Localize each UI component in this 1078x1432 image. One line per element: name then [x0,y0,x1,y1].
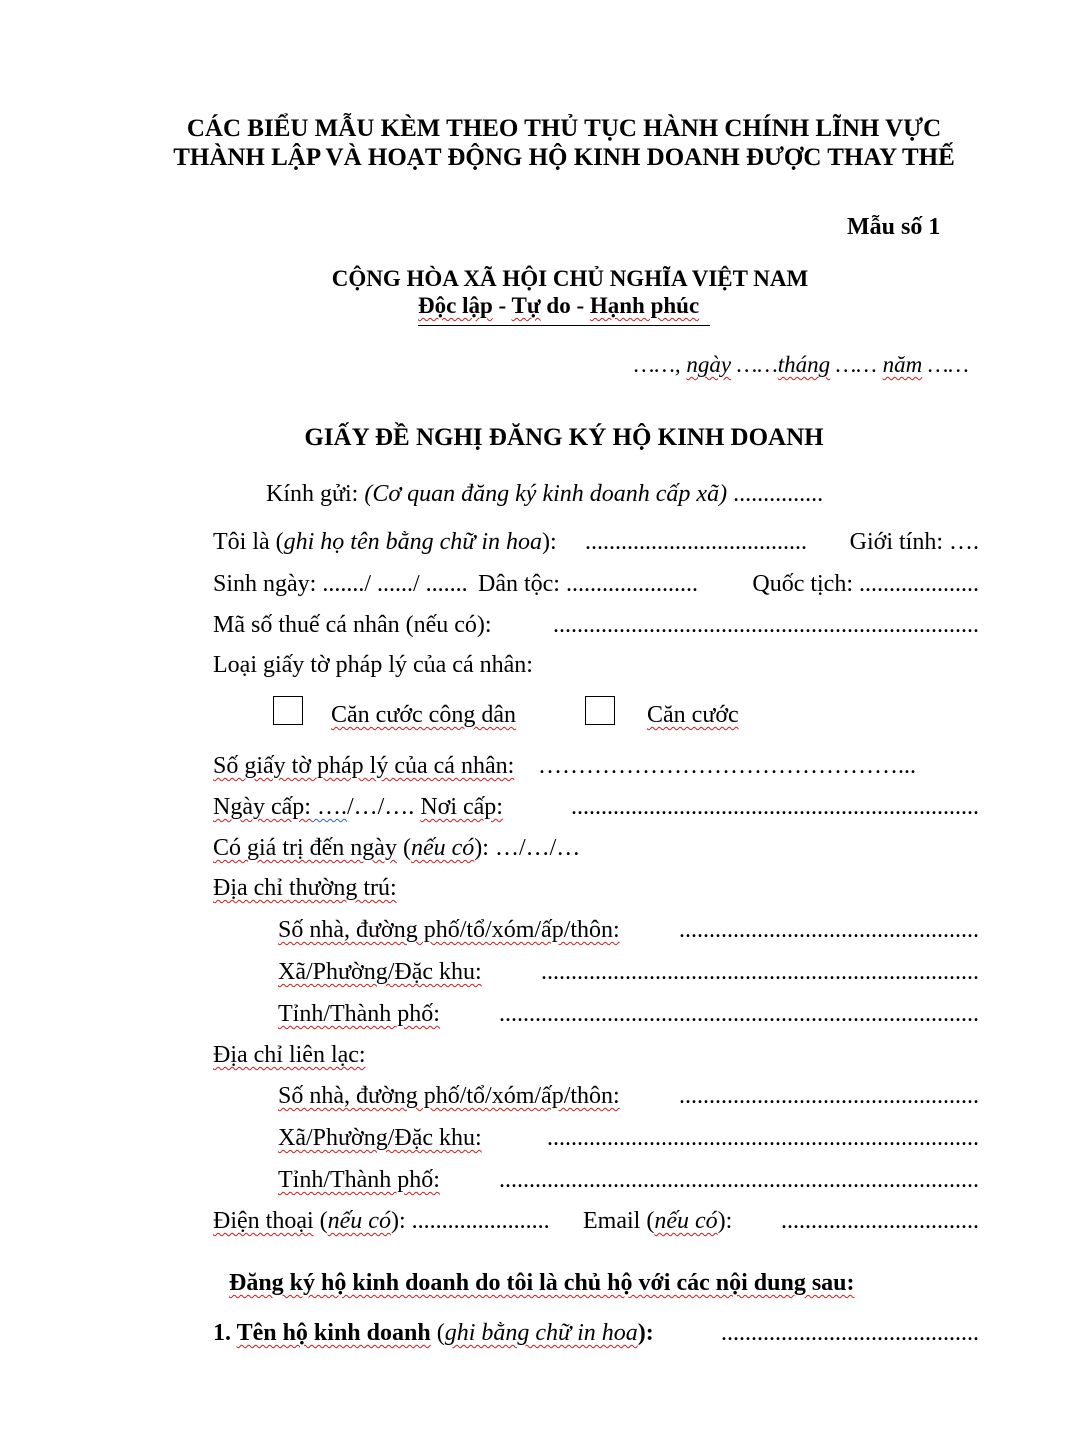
contact-ward-dots: ........................................................................ [547,1125,979,1151]
checkbox-citizen-id[interactable] [273,696,303,725]
contact-province-line [278,1166,979,1194]
checkbox-id-card[interactable] [585,696,615,725]
doc-number-label: Số giấy tờ pháp lý của cá nhân: [213,753,515,779]
perm-street-dots: .................................................. [679,917,979,943]
date-day-dots: …… [731,352,778,377]
date-place: ……, [634,352,687,377]
phone-field: Điện thoại (nếu có): ....................... [213,1208,550,1234]
perm-province-label: Tỉnh/Thành phố: [278,1001,440,1027]
motto-independence: Độc lập [418,293,493,318]
contact-ward-line [278,1124,979,1152]
document-title: GIẤY ĐỀ NGHỊ ĐĂNG KÝ HỘ KINH DOANH [304,424,824,451]
perm-province-dots: ................................................................................ [499,1001,979,1027]
recipient-line [266,480,823,508]
doc-number-dots: ………………………………………... [538,753,916,779]
recipient-dots: ............... [727,481,824,507]
contact-address-label: Địa chỉ liên lạc: [213,1042,366,1068]
date-year-label: năm [882,352,923,377]
recipient-agency: (Cơ quan đăng ký kinh doanh cấp xã) [364,481,728,507]
perm-province-line [278,1000,979,1028]
header-title-line-1: CÁC BIỂU MẪU KÈM THEO THỦ TỤC HÀNH CHÍNH LĨNH VỰC [186,115,942,142]
form-number: Mẫu số 1 [847,214,941,240]
email-field: Email (nếu có): [583,1208,733,1234]
valid-until-line: Có giá trị đến ngày (nếu có): …/…/… [213,835,581,861]
tax-line [213,611,979,639]
motto-freedom: Tự [511,293,541,318]
perm-ward-line [278,958,979,986]
date-month-label: tháng [777,352,831,377]
gender-label: Giới tính: …. [849,529,979,555]
valid-until-date: ): …/…/… [474,835,581,861]
issue-line [213,793,979,821]
motto-happiness: Hạnh phúc [589,293,700,318]
national-name: CỘNG HÒA XÃ HỘI CHỦ NGHĨA VIỆT NAM [331,266,809,291]
contact-street-label: Số nhà, đường phố/tổ/xóm/ấp/thôn: [278,1083,620,1109]
date-month-dots: …… [830,352,883,377]
valid-until-label: Có giá trị đến ngày [213,835,397,861]
item-1-line [213,1319,979,1347]
item-1-label: 1. Tên hộ kinh doanh (ghi bằng chữ in hoa): [213,1320,654,1346]
permanent-address-label: Địa chỉ thường trú: [213,875,397,901]
motto-rule [418,325,710,326]
doc-type-label: Loại giấy tờ pháp lý của cá nhân: [213,652,533,678]
motto-separator: - [492,293,512,318]
contact-province-dots: ................................................................................ [499,1167,979,1193]
nationality-label: Quốc tịch: .................... [752,571,979,597]
date-year-dots: …… [922,352,969,377]
perm-street-label: Số nhà, đường phố/tổ/xóm/ấp/thôn: [278,917,620,943]
option-id-card-label: Căn cước [647,702,739,728]
header-title-line-2: THÀNH LẬP VÀ HOẠT ĐỘNG HỘ KINH DOANH ĐƯỢC THAY THẾ [173,144,955,171]
name-dots: ..................................... [585,529,807,555]
birth-date-label: Sinh ngày: ......./ ....../ ....... [213,571,468,597]
ethnicity-label: Dân tộc: ...................... [478,571,698,597]
national-motto [418,292,699,320]
contact-street-dots: .................................................. [679,1083,979,1109]
contact-province-label: Tỉnh/Thành phố: [278,1167,440,1193]
birth-line [213,570,979,598]
contact-street-line [278,1082,979,1110]
motto-freedom-do: do - [540,293,590,318]
email-dots: ................................. [781,1208,979,1234]
tax-dots: ....................................................................... [553,612,979,638]
option-citizen-id-label: Căn cước công dân [331,702,516,728]
perm-ward-dots: ......................................................................... [541,959,979,985]
doc-number-line [213,752,979,780]
issue-place-dots: .................................................................... [571,794,979,820]
registration-heading: Đăng ký hộ kinh doanh do tôi là chủ hộ với các nội dung sau: [229,1270,855,1296]
tax-label: Mã số thuế cá nhân (nếu có): [213,612,492,638]
name-line [213,528,979,556]
perm-street-line [278,916,979,944]
item-1-dots: ........................................... [721,1320,979,1346]
recipient-label: Kính gửi: [266,481,365,507]
date-line [634,351,969,379]
perm-ward-label: Xã/Phường/Đặc khu: [278,959,482,985]
name-label: Tôi là (ghi họ tên bằng chữ in hoa): [213,529,557,555]
contact-ward-label: Xã/Phường/Đặc khu: [278,1125,482,1151]
phone-email-line [213,1207,979,1235]
date-day-label: ngày [686,352,732,377]
issue-date: Ngày cấp: …./…/…. Nơi cấp: [213,794,503,820]
valid-if-any: nếu có [410,835,475,861]
